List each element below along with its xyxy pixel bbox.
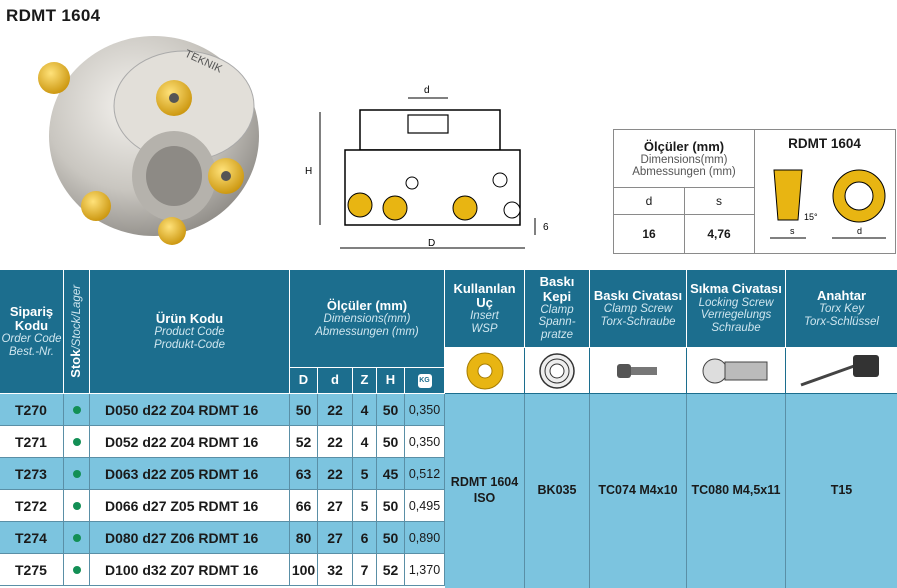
- cell-d: 27: [318, 490, 353, 522]
- stock-dot-icon: [73, 534, 81, 542]
- stock-cell: [64, 394, 90, 426]
- dim-col-weight: [405, 368, 445, 394]
- stock-rest: /Stock/Lager: [71, 285, 84, 350]
- cell-product: D066 d27 Z05 RDMT 16: [90, 490, 290, 522]
- table-row: [0, 522, 445, 554]
- dim-col-H: [377, 368, 405, 394]
- table-row: [0, 490, 445, 522]
- cell-D: 63: [290, 458, 318, 490]
- cell-w: 0,350: [405, 394, 445, 426]
- order-code-tr: Sipariş Kodu: [9, 303, 54, 333]
- dim-col-d-label: d: [331, 372, 339, 388]
- product-tr: Ürün Kodu: [155, 310, 224, 326]
- drawing-D-label: D: [428, 238, 436, 249]
- clamp-screw-tr: Baskı Civatası: [593, 287, 683, 303]
- cell-product: D063 d22 Z05 RDMT 16: [90, 458, 290, 490]
- lock-screw-de: Verriegelungs Schraube: [700, 309, 772, 334]
- insert-d-label: d: [857, 226, 863, 236]
- cell-d: 27: [318, 522, 353, 554]
- cell-H: 50: [377, 394, 405, 426]
- key-tr: Anahtar: [816, 287, 867, 303]
- cell-product: D052 d22 Z04 RDMT 16: [90, 426, 290, 458]
- clamp-screw-image-cell: [590, 348, 687, 394]
- header-dimensions: [290, 270, 445, 368]
- brand-engraving: TEKNIK: [182, 47, 224, 76]
- dim-col-D-label: D: [298, 372, 309, 388]
- drawing-6-label: 6: [543, 222, 549, 233]
- product-table: [0, 270, 897, 588]
- stock-dot-icon: [73, 502, 81, 510]
- milling-cutter-photo: [24, 26, 264, 246]
- dim-header: [614, 130, 755, 188]
- dim-col-d: d: [614, 187, 685, 215]
- table-row: [0, 554, 445, 586]
- dim-col-H-label: H: [385, 372, 396, 388]
- header-insert: [445, 270, 525, 348]
- dim-val-d: 16: [614, 214, 685, 253]
- shared-clamp: BK035: [525, 394, 590, 588]
- header-product-code: [90, 270, 290, 394]
- lock-screw-icon: [701, 353, 771, 389]
- cell-H: 45: [377, 458, 405, 490]
- dim-header-tr: Ölçüler (mm): [643, 139, 725, 154]
- insert-icon: [463, 351, 507, 391]
- cell-code: T270: [0, 394, 64, 426]
- cell-Z: 6: [353, 522, 377, 554]
- cell-H: 50: [377, 490, 405, 522]
- stock-dot-icon: [73, 406, 81, 414]
- cell-w: 1,370: [405, 554, 445, 586]
- insert-drawing: [754, 160, 895, 252]
- cell-H: 50: [377, 522, 405, 554]
- weight-icon: [418, 374, 432, 388]
- cell-product: D050 d22 Z04 RDMT 16: [90, 394, 290, 426]
- clamp-screw-icon: [613, 356, 663, 386]
- header-stock: [64, 270, 90, 394]
- key-en: Torx Key: [819, 303, 864, 315]
- clamp-screw-de: Torx-Schraube: [600, 315, 676, 328]
- stock-dot-icon: [73, 566, 81, 574]
- clamp-screw-en: Clamp Screw: [603, 303, 673, 315]
- insert-angle-label: 15°: [804, 212, 818, 222]
- page-title: RDMT 1604: [6, 6, 101, 25]
- cell-D: 66: [290, 490, 318, 522]
- product-en: Product Code: [154, 326, 225, 338]
- cell-d: 22: [318, 458, 353, 490]
- cell-w: 0,890: [405, 522, 445, 554]
- order-code-de: Best.-Nr.: [9, 345, 54, 358]
- dim-val-s: 4,76: [684, 214, 755, 253]
- cell-code: T275: [0, 554, 64, 586]
- cell-d: 32: [318, 554, 353, 586]
- stock-tr: Stok: [68, 349, 84, 378]
- table-row: [0, 426, 445, 458]
- cell-D: 100: [290, 554, 318, 586]
- shared-lock-screw: TC080 M4,5x11: [687, 394, 786, 588]
- cell-Z: 5: [353, 490, 377, 522]
- shared-insert: RDMT 1604 ISO: [445, 394, 525, 588]
- cell-Z: 5: [353, 458, 377, 490]
- cell-D: 52: [290, 426, 318, 458]
- shared-clamp-screw: TC074 M4x10: [590, 394, 687, 588]
- cell-Z: 4: [353, 394, 377, 426]
- insert-de: WSP: [471, 322, 498, 335]
- cell-product: D100 d32 Z07 RDMT 16: [90, 554, 290, 586]
- stock-cell: [64, 426, 90, 458]
- insert-image-cell: [445, 348, 525, 394]
- weight-icon-label: KG: [419, 376, 430, 384]
- dim-col-D: [290, 368, 318, 394]
- cell-D: 80: [290, 522, 318, 554]
- table-row: [0, 394, 445, 426]
- header-key: [786, 270, 897, 348]
- lock-screw-tr: Sıkma Civatası: [690, 281, 782, 297]
- stock-cell: [64, 490, 90, 522]
- cell-w: 0,350: [405, 426, 445, 458]
- shared-key: T15: [786, 394, 897, 588]
- dim-header-de: Abmessungen (mm): [632, 166, 736, 178]
- cell-code: T274: [0, 522, 64, 554]
- insert-title: RDMT 1604: [788, 136, 861, 151]
- cell-H: 50: [377, 426, 405, 458]
- table-row: [0, 458, 445, 490]
- cell-code: T273: [0, 458, 64, 490]
- lock-screw-en: Locking Screw: [698, 296, 774, 309]
- cell-Z: 7: [353, 554, 377, 586]
- product-de: Produkt-Code: [154, 338, 225, 351]
- key-image-cell: [786, 348, 897, 394]
- dim-header-en: Dimensions(mm): [640, 154, 728, 166]
- cell-w: 0,495: [405, 490, 445, 522]
- dim-col-Z: [353, 368, 377, 394]
- insert-tr: Kullanılan Uç: [453, 280, 516, 310]
- clamp-en: Clamp: [540, 303, 574, 316]
- dimensions-en: Dimensions(mm): [323, 313, 411, 325]
- dim-col-s: s: [684, 187, 755, 215]
- stock-cell: [64, 458, 90, 490]
- key-de: Torx-Schlüssel: [804, 315, 879, 328]
- drawing-h-label: H: [305, 166, 313, 177]
- stock-cell: [64, 554, 90, 586]
- cell-Z: 4: [353, 426, 377, 458]
- stock-cell: [64, 522, 90, 554]
- clamp-de: Spann-pratze: [538, 316, 576, 342]
- cell-D: 50: [290, 394, 318, 426]
- header-lock-screw: [687, 270, 786, 348]
- table-rows: [0, 394, 445, 588]
- header-clamp-screw: [590, 270, 687, 348]
- insert-en: Insert: [470, 310, 499, 323]
- header-order-code: [0, 270, 64, 394]
- clamp-image-cell: [525, 348, 590, 394]
- stock-dot-icon: [73, 470, 81, 478]
- dimensions-de: Abmessungen (mm): [315, 325, 419, 338]
- cell-d: 22: [318, 426, 353, 458]
- dimensions-tr: Ölçüler (mm): [326, 297, 408, 313]
- insert-dimension-box: [613, 129, 896, 254]
- insert-s-label: s: [790, 226, 795, 236]
- cell-w: 0,512: [405, 458, 445, 490]
- dim-col-d-header: [318, 368, 353, 394]
- cell-product: D080 d27 Z06 RDMT 16: [90, 522, 290, 554]
- stock-dot-icon: [73, 438, 81, 446]
- torx-key-icon: [797, 351, 887, 391]
- technical-drawing: [300, 80, 560, 255]
- cell-code: T271: [0, 426, 64, 458]
- clamp-tr: Baskı Kepi: [539, 274, 575, 304]
- dim-col-Z-label: Z: [360, 372, 369, 388]
- drawing-d-label: d: [424, 85, 430, 96]
- order-code-en: Order Code: [1, 333, 62, 346]
- cell-d: 22: [318, 394, 353, 426]
- cell-H: 52: [377, 554, 405, 586]
- lock-screw-image-cell: [687, 348, 786, 394]
- header-clamp: [525, 270, 590, 348]
- clamp-icon: [537, 351, 577, 391]
- cell-code: T272: [0, 490, 64, 522]
